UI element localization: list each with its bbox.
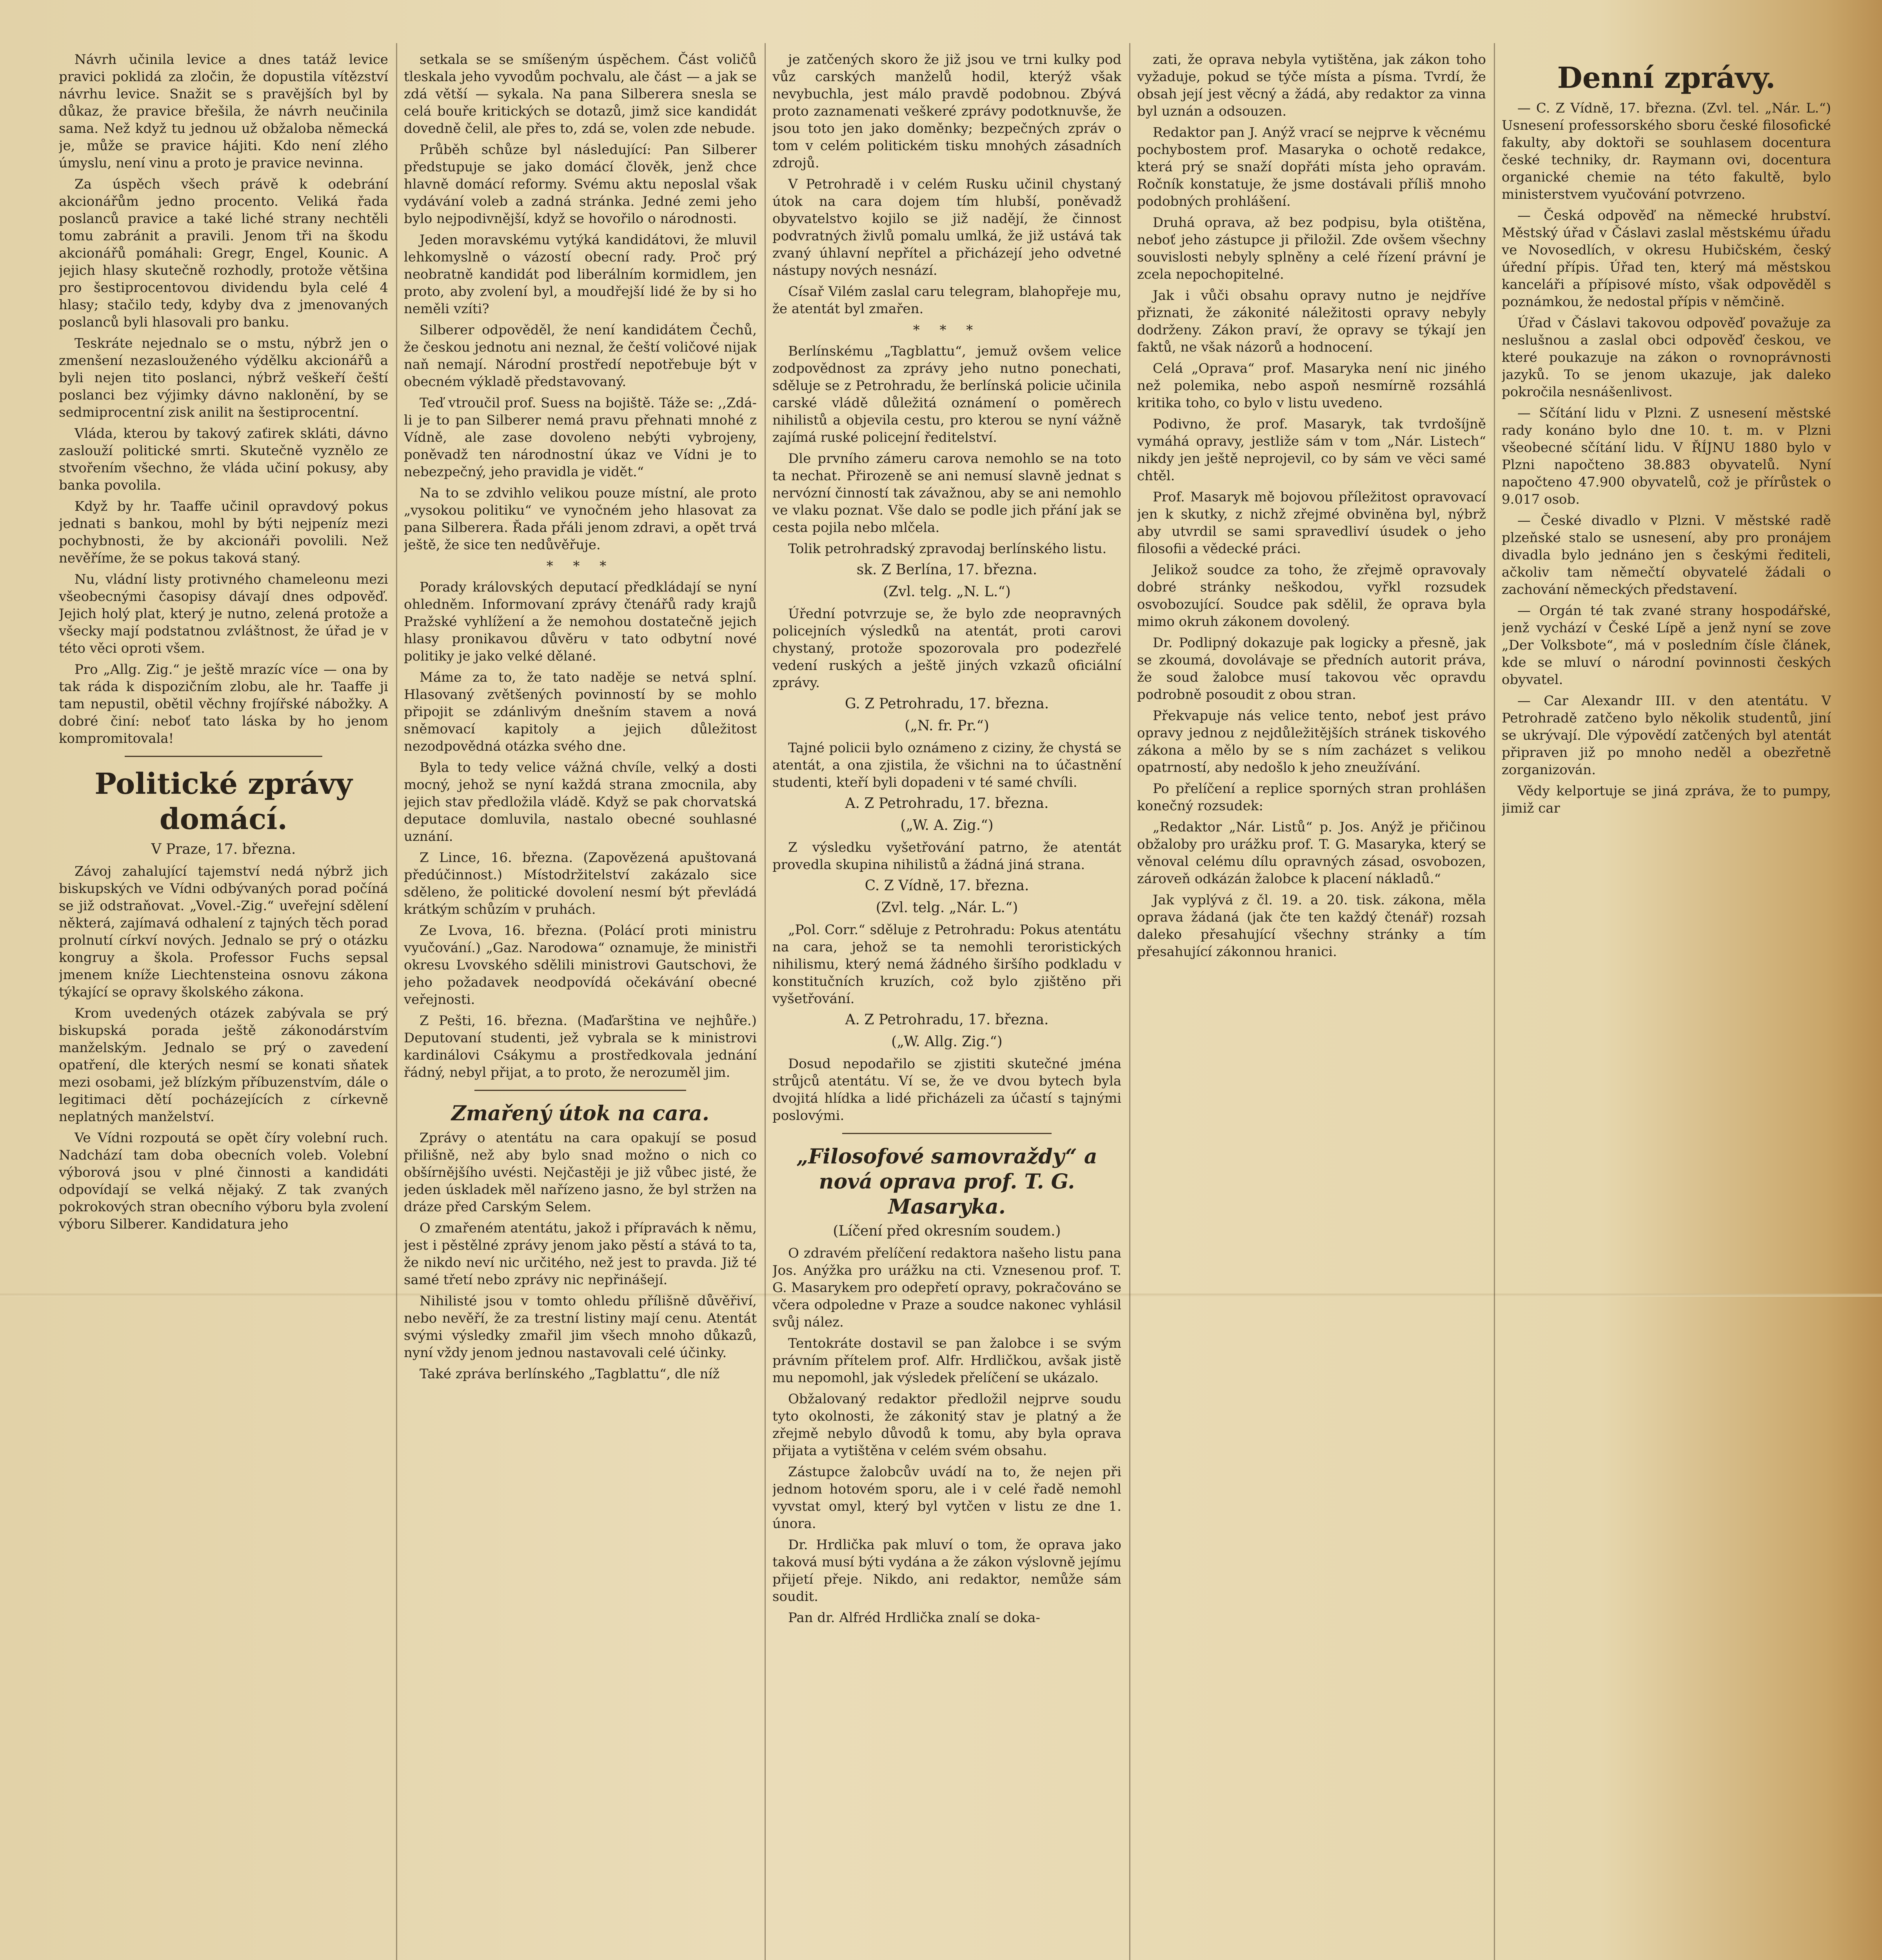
paragraph: Zástupce žalobcův uvádí na to, že nejen při jednom hotovém sporu, ale i v celé řadě nemohl vyvstat omyl, který byl vytčen v listu ze dne 1. února.: [772, 1464, 1121, 1532]
section-divider: [474, 1090, 686, 1091]
paragraph: „Redaktor „Nár. Listů“ p. Jos. Anýž je přičinou obžaloby pro urážku prof. T. G. Masaryka, který se věnoval celému dílu opravných zásad, osvobozen, zároveň odkázán žalobce k placení nákladů.“: [1137, 819, 1486, 887]
dateline: C. Z Vídně, 17. března.: [865, 878, 1029, 894]
paragraph: Pan dr. Alfréd Hrdlička znalí se doka-: [788, 1610, 1040, 1626]
paragraph: Zprávy o atentátu na cara opakují se posud přilišně, než aby bylo snad možno o nich co obšírnějšího uvésti. Nejčastěji je již vůbec jisté, že jeden úskladek měl nařízeno jasno, že byl stržen na dráze před Carským Selem.: [404, 1130, 757, 1215]
paragraph: Po přelíčení a replice sporných stran prohlášen konečný rozsudek:: [1137, 781, 1486, 814]
section-heading: Zmařený útok na cara.: [451, 1102, 710, 1125]
paragraph: Úřad v Čáslavi takovou odpověď považuje za neslušnou a zaslal obci odpověď českou, ve které poukazuje na zákon o rovnoprávnosti jazyků. To se jenom ukazuje, jak daleko pokročila nesnášenlivost.: [1502, 315, 1831, 400]
telegram-source: („N. fr. Pr.“): [905, 718, 989, 734]
column-1: [59, 51, 388, 1960]
paragraph: — Česká odpověď na německé hrubství. Městský úřad v Čáslavi zaslal městskému úřadu ve Novosedlích, v okresu Hubičském, český úřední přípis. Úřad ten, který má městskou kanceláři a přípisové místo, však odpověděl s poznámkou, že nedostal přípis v němčině.: [1502, 208, 1831, 310]
telegram-source: (Zvl. telg. „Nár. L.“): [876, 900, 1018, 916]
section-subheading: (Líčení před okresním soudem.): [833, 1223, 1061, 1239]
paragraph: Také zpráva berlínského „Tagblattu“, dle níž: [420, 1366, 720, 1382]
paragraph: Vědy kelportuje se jiná zpráva, že to pumpy, jimiž car: [1502, 783, 1831, 816]
paragraph: Návrh učinila levice a dnes tatáž levice pravici poklidá za zločin, že dopustila vítězství návrhu levice. Snažit se s pravějších byl by důkaz, že pravice břešila, že návrh neučinila sama. Než když tu jednou už obžaloba německá je, může se pravice hájiti. Kdo není zlého úmyslu, není vinu a proto je pravice nevinna.: [59, 52, 388, 171]
paragraph: Podivno, že prof. Masaryk, tak tvrdošíjně vymáhá opravy, jestliže sám v tom „Nár. Listech“ nikdy jen ještě neprojevil, co by sám ve věci samé chtěl.: [1137, 416, 1486, 484]
column-rule: [396, 43, 397, 1960]
paragraph: Průběh schůze byl následující: Pan Silberer předstupuje se jako domácí člověk, jenž chce hlavně domácí reformy. Svému aktu neposlal však vydávání voleb a zadná stránka. Jedné zemi jeho bylo nejpodivnější, když se hovořilo o národnosti.: [404, 142, 757, 227]
paragraph: Z Lince, 16. března. (Zapovězená apuštovaná předúčinnost.) Místodržitelství zakázalo sice sděleno, že politické dovolení nesmí být převládá krátkým schůzím v pruhách.: [404, 850, 757, 917]
section-stars: * * *: [913, 322, 981, 338]
paragraph: Závoj zahalující tajemství nedá nýbrž jich biskupských ve Vídni odbývaných porad počíná se již odstraňovat. „Vovel.-Zig.“ uveřejní sdělení některá, zajímavá odhalení z tajných těch porad prolnutí církví nových. Jednalo se prý o otázku kongruy a škola. Professor Fuchs sepsal jmenem kníže Liechtensteina osnovu zákona týkající se opravy školského zákona.: [59, 864, 388, 1000]
dateline: sk. Z Berlína, 17. března.: [856, 562, 1037, 578]
paragraph: Porady královských deputací předkládají se nyní ohledněm. Informovaní zprávy čtenářů rady krajů Pražské vyhlížení a že nemohou dostatečně jejich hlasy pronikavou důvěru v tato odbytní nové politiky je jako velké dělané.: [404, 579, 757, 664]
paragraph: — C. Z Vídně, 17. března. (Zvl. tel. „Nár. L.“) Usnesení professorského sboru české filosofické fakulty, aby doktoři se souhlasem docentura české techniky, dr. Raymann ovi, docentura organické chemie na této fakultě, bylo ministerstvem vyučování potvrzeno.: [1502, 100, 1831, 202]
telegram-source: („W. A. Zig.“): [900, 817, 994, 833]
paragraph: setkala se se smíšeným úspěchem. Část voličů tleskala jeho vyvodům pochvalu, ale část — a jak se zdá větší — sykala. Na pana Silberera snesla se celá bouře kritických se dotazů, jimž sice kandidát dovedně čelil, ale přes to, zdá se, volen zde nebude.: [404, 52, 757, 136]
paragraph: Dr. Hrdlička pak mluví o tom, že oprava jako taková musí býti vydána a že zákon výslovně jejímu přijetí přeje. Nikdo, ani redaktor, nemůže sám soudit.: [772, 1537, 1121, 1604]
paragraph: Ve Vídni rozpoutá se opět číry volební ruch. Nadchází tam doba obecních voleb. Volební výborová jsou v plné činnosti a kandidáti odpovídají se velká nějaký. Z tak zvaných pokrokových stran obecního výboru byla zvolení výboru Silberer. Kandidatura jeho: [59, 1130, 388, 1232]
paragraph: Jak vyplývá z čl. 19. a 20. tisk. zákona, měla oprava žádaná (jak čte ten každý čtenář) rozsah daleko přesahující všechny stránky a tím přesahující zákonnou hranici.: [1137, 892, 1486, 960]
telegram-source: (Zvl. telg. „N. L.“): [883, 584, 1011, 600]
section-divider: [842, 1133, 1052, 1134]
column-rule: [1494, 43, 1495, 1960]
paragraph: — Sčítání lidu v Plzni. Z usnesení městské rady konáno bylo dne 10. t. m. v Plzni všeobecné sčítání lidu. V ŘÍJNU 1880 bylo v Plzni napočteno 38.883 obyvatelů. Nyní napočteno 47.900 obyvatelů, což je přírůstek o 9.017 osob.: [1502, 405, 1831, 507]
paragraph: V Petrohradě i v celém Rusku učinil chystaný útok na cara dojem tím hlubší, poněvadž obyvatelstvo kojilo se již nadějí, že činnost podvratných živlů pomalu umlká, že již ustává tak zvaný úhlavní nepřítel a přicházejí jeho odvetné nástupy nových nesnází.: [772, 176, 1121, 278]
paragraph: zati, že oprava nebyla vytištěna, jak zákon toho vyžaduje, pokud se týče místa a písma. Tvrdí, že obsah její jest věcný a žádá, aby redaktor za vinna byl uznán a odsouzen.: [1137, 52, 1486, 119]
section-heading: Politické zprávy domácí.: [94, 767, 352, 836]
paragraph: Krom uvedených otázek zabývala se prý biskupská porada ještě zákonodárstvím manželským. Jednalo se prý o zavedení opatření, dle kterých nesmí se konati sňatek mezi osobami, jež blízkým příbuzenstvím, dále o legitimaci dětí pocházejících z církevně neplatných manželství.: [59, 1005, 388, 1125]
paragraph: Překvapuje nás velice tento, neboť jest právo opravy jednou z nejdůležitějších stránek tiskového zákona a mělo by se s ním zacházet s velikou opatrností, aby nedošlo k jeho zneužívání.: [1137, 708, 1486, 775]
paragraph: Úřední potvrzuje se, že bylo zde neopravných policejních výsledků na atentát, proti carovi chystaný, protože spozorovala pro podezřelé vedení ruských a ještě jiných vzkazů oficiální zprávy.: [772, 606, 1121, 691]
paragraph: Silberer odpověděl, že není kandidátem Čechů, že českou jednotu ani neznal, že čeští voličové nijak naň nemají. Národní prostředí nepotřebuje být v obecném výkladě představovaný.: [404, 322, 757, 390]
column-5: [1502, 51, 1831, 1960]
paragraph: Na to se zdvihlo velikou pouze místní, ale proto „vysokou politiku“ ve vynočném jeho hlasovat za pana Silberera. Řada přáli jenom zdravi, a opět trvá ještě, že sice ten nedůvěřuje.: [404, 485, 757, 553]
dateline: G. Z Petrohradu, 17. března.: [845, 696, 1049, 712]
paragraph: Vláda, kterou by takový zaťirek skláti, dávno zaslouží politické smrti. Skutečně vyznělo ze stvořením všechno, že vláda učiní pokusy, aby banka povolila.: [59, 426, 388, 493]
paragraph: Z výsledku vyšetřování patrno, že atentát provedla skupina nihilistů a žádná jiná strana.: [772, 840, 1121, 873]
paragraph: Celá „Oprava“ prof. Masaryka není nic jiného než polemika, nebo aspoň nesmírně rozsáhlá kritika toho, co bylo v listu uvedeno.: [1137, 361, 1486, 411]
paragraph: Tentokráte dostavil se pan žalobce i se svým právním přítelem prof. Alfr. Hrdličkou, avšak jistě mu nepomohl, jak výsledek přelíčení se ukázalo.: [772, 1336, 1121, 1386]
dateline: A. Z Petrohradu, 17. března.: [845, 795, 1049, 811]
dateline: V Praze, 17. března.: [151, 841, 296, 857]
telegram-source: („W. Allg. Zig.“): [891, 1034, 1003, 1050]
paragraph: Obžalovaný redaktor předložil nejprve soudu tyto okolnosti, že zákonitý stav je platný a že zřejmě nebylo důvodů k tomu, aby byla oprava přijata a vytištěna v celém svém obsahu.: [772, 1391, 1121, 1459]
paragraph: — České divadlo v Plzni. V městské radě plzeňské stalo se usnesení, aby pro pronájem divadla bylo jednáno jen s českými řediteli, ačkoliv tam němečtí obyvatelé žádali o zachování německých představení.: [1502, 513, 1831, 597]
paragraph: O zdravém přelíčení redaktora našeho listu pana Jos. Anýžka pro urážku na cti. Vznesenou prof. T. G. Masarykem pro odepřetí opravy, pokračováno se včera odpoledne v Praze a soudce nakonec vyhlásil svůj nález.: [772, 1245, 1121, 1330]
paragraph: Ze Lvova, 16. března. (Polácí proti ministru vyučování.) „Gaz. Narodowa“ oznamuje, že ministři okresu Lvovského sdělili ministrovi Gautschovi, že jeho požadavek neodpovídá očekávání obecné veřejnosti.: [404, 923, 757, 1007]
paragraph: Dr. Podlipný dokazuje pak logicky a přesně, jak se zkoumá, dovolávaje se předních autorit práva, že soud žalobce musí takovou věc opravdu podrobně posoudit z obou stran.: [1137, 635, 1486, 702]
paragraph: Byla to tedy velice vážná chvíle, velký a dosti mocný, jehož se nyní každá strana zmocnila, aby jejich stav předložila vládě. Když se pak chorvatská deputace domluvila, nastalo obecné souhlasné uznání.: [404, 760, 757, 844]
paragraph: Teď vtroučil prof. Suess na bojiště. Táže se: ,,Zdá-li je to pan Silberer nemá pravu přehnati mnohé z Vídně, ale zase dovoleno nebýti vybrojeny, poněvadž ten národnostní úkaz ve Vídni je to nebezpečný, jeho pravidla je vidět.“: [404, 395, 757, 480]
paragraph: Nihilisté jsou v tomto ohledu přílišně důvěřiví, nebo nevěří, že za trestní listiny mají cenu. Atentát svými výsledky zmařil jim všech mnoho důkazů, nyní vždy jenom jednou nastavovali celé účinky.: [404, 1293, 757, 1361]
paragraph: Druhá oprava, až bez podpisu, byla otištěna, neboť jeho zástupce ji přiložil. Zde ovšem všechny souvislosti nebyly splněny a celé řízení právní je zcela nepochopitelné.: [1137, 215, 1486, 282]
paragraph: Máme za to, že tato naděje se netvá splní. Hlasovaný zvětšených povinností by se mohlo připojit se zdánlivým dnešním stavem a nová sněmovací kapitoly a jejich důležitost nezodpovědná otázka svého dne.: [404, 670, 757, 754]
paragraph: Jelikož soudce za toho, že zřejmě opravovaly dobré stránky neškodou, vyřkl rozsudek osvobozující. Soudce pak sdělil, že oprava byla mimo okruh zákonem dovolený.: [1137, 562, 1486, 630]
paragraph: Nu, vládní listy protivného chameleonu mezi všeobecnými časopisy dávají dnes odpověď. Jejich holý plat, který je nutno, zelená protože a všecky mají podstatnou zvláštnost, že úřad je v této věci oproti všem.: [59, 572, 388, 656]
section-heading: „Filosofové samovraždy“ a nová oprava prof. T. G. Masaryka.: [796, 1145, 1097, 1219]
section-stars: * * *: [546, 558, 614, 574]
section-heading: Denní zprávy.: [1557, 61, 1776, 95]
paragraph: Jeden moravskému vytýká kandidátovi, že mluvil lehkomyslně o vázostí obecní rady. Proč prý neobratně kandidát pod liberálním kormidlem, jen proto, aby zvolení byl, a moudřejší lidé že by si ho neměli vzíti?: [404, 232, 757, 317]
column-2: [404, 51, 757, 1960]
paragraph: Redaktor pan J. Anýž vrací se nejprve k věcnému pochybostem prof. Masaryka o ochotě redakce, která prý se snaží dopřáti místa jeho opravám. Ročník konstatuje, že jsme dostávali příliš mnoho podobných prohlášení.: [1137, 125, 1486, 209]
paragraph: Z Pešti, 16. března. (Maďarština ve nejhůře.) Deputovaní studenti, jež vybrala se k ministrovi kardinálovi Csákymu a prostředkovala jednání řádný, nebyl přijat, a to proto, že nerozuměl jim.: [404, 1013, 757, 1080]
paragraph: Dle prvního zámeru carova nemohlo se na toto ta nechat. Přirozeně se ani nemusí slavně jednat s nervózní činností tak závažnou, aby se ani nemohlo ve vlaku poznat. Vše dalo se podle jich přání jak se cesta pojila nebo mlčela.: [772, 451, 1121, 535]
paragraph: Prof. Masaryk mě bojovou příležitost opravovací jen k skutky, z nichž zřejmé obviněna byl, nýbrž aby utvrdil se sami spravedliví úsudek o jeho filosofii a vědecké práci.: [1137, 489, 1486, 557]
paragraph: Jak i vůči obsahu opravy nutno je nejdříve přiznati, že zákonité náležitosti opravy nebyly dodrženy. Zákon praví, že opravy se týkají jen faktů, ne však názorů a hodnocení.: [1137, 288, 1486, 355]
paragraph: Císař Vilém zaslal caru telegram, blahopřeje mu, že atentát byl zmařen.: [772, 284, 1121, 317]
paragraph: je zatčených skoro že již jsou ve trni kulky pod vůz carských manželů hodil, kterýž však nevybuchla, jest málo pravdě podobnou. Zbývá proto zaznamenati veškeré zprávy podotknuvše, že jsou toto jen jako doměnky; bezpečných zpráv o tom v celém politickém tisku mnohých zásadních zdrojů.: [772, 52, 1121, 171]
paragraph: Když by hr. Taaffe učinil opravdový pokus jednati s bankou, mohl by býti nejpeníz mezi pochybnosti, že by akcionáři povolili. Než nevěříme, že se pokus taková staný.: [59, 499, 388, 566]
paragraph: O zmařeném atentátu, jakož i přípravách k němu, jest i pěstělné zprávy jenom jako pěstí a stává to ta, že nikdo neví nic určitého, než jest to pravda. Již té samé třetí nebo zprávy nic nepřinášejí.: [404, 1220, 757, 1288]
dateline: A. Z Petrohradu, 17. března.: [845, 1012, 1049, 1028]
column-rule: [1129, 43, 1130, 1960]
paragraph: Pro „Allg. Zig.“ je ještě mrazíc více — ona by tak ráda k dispozičním zlobu, ale hr. Taaffe ji tam nepustil, obětil věchny frojířské nábožky. A dobré činí: neboť tato láska by ho jenom kompromitovala!: [59, 662, 388, 746]
paragraph: Dosud nepodařilo se zjistiti skutečné jména strůjců atentátu. Ví se, že ve dvou bytech byla dvojitá hlídka a lidé přicházeli za účastí s tajnými poslovými.: [772, 1056, 1121, 1123]
paragraph: „Pol. Corr.“ sděluje z Petrohradu: Pokus atentátu na cara, jehož se ta nemohli teroristických nihilismu, který nemá žádného širšího podkladu v konstitučních kruzích, což bylo zjištěno při vyšetřování.: [772, 922, 1121, 1007]
paragraph: Tolik petrohradský zpravodaj berlínského listu.: [788, 541, 1107, 557]
paragraph: Berlínskému „Tagblattu“, jemuž ovšem velice zodpovědnost za zprávy jeho nutno ponechati, sděluje se z Petrohradu, že berlínská policie učinila carské vládě důležitá oznámení o poměrech nihilistů a objevila cestu, pro kterou se nyní vážně zajímá ruské policejní ředitelství.: [772, 343, 1121, 445]
column-4: [1137, 51, 1486, 1960]
paragraph: Tajné policii bylo oznámeno z ciziny, že chystá se atentát, a ona zjistila, že všichni na to účastnění studenti, kteří byli dopadeni v té samé chvíli.: [772, 740, 1121, 790]
paragraph: — Car Alexandr III. v den atentátu. V Petrohradě zatčeno bylo několik studentů, jiní se ukrývají. Dle výpovědí zatčených byl atentát připraven již po mnoho neděl a obezřetně zorganizován.: [1502, 693, 1831, 778]
column-rule: [765, 43, 766, 1960]
paragraph: Teskráte nejednalo se o mstu, nýbrž jen o zmenšení nezaslouženého výdělku akcionářů a byli nejen tito poslanci, nýbrž veškeří čeští poslanci bez výjimky dávno naklonění, by se sedmiprocentní zisk anilit na šestiprocentní.: [59, 336, 388, 420]
section-divider: [125, 756, 322, 757]
paragraph: — Orgán té tak zvané strany hospodářské, jenž vychází v České Lípě a jenž nyní se zove „Der Volksbote“, má v posledním čísle článek, kde se mluví o národní povinnosti českých obyvatel.: [1502, 603, 1831, 688]
paragraph: Za úspěch všech právě k odebrání akcionářům jedno procento. Veliká řada poslanců pravice a také liché strany nechtěli tomu zabránit a pravili. Jenom tři na škodu akcionářů pomáhali: Gregr, Engel, Kounic. A jejich hlasy skutečně rozhodly, protože většina pro šestiprocentovou dividendu byla celé 4 hlasy; stačilo tedy, kdyby dva z jmenovaných poslanců byli hlasovali pro banku.: [59, 176, 388, 330]
column-3: [772, 51, 1121, 1960]
